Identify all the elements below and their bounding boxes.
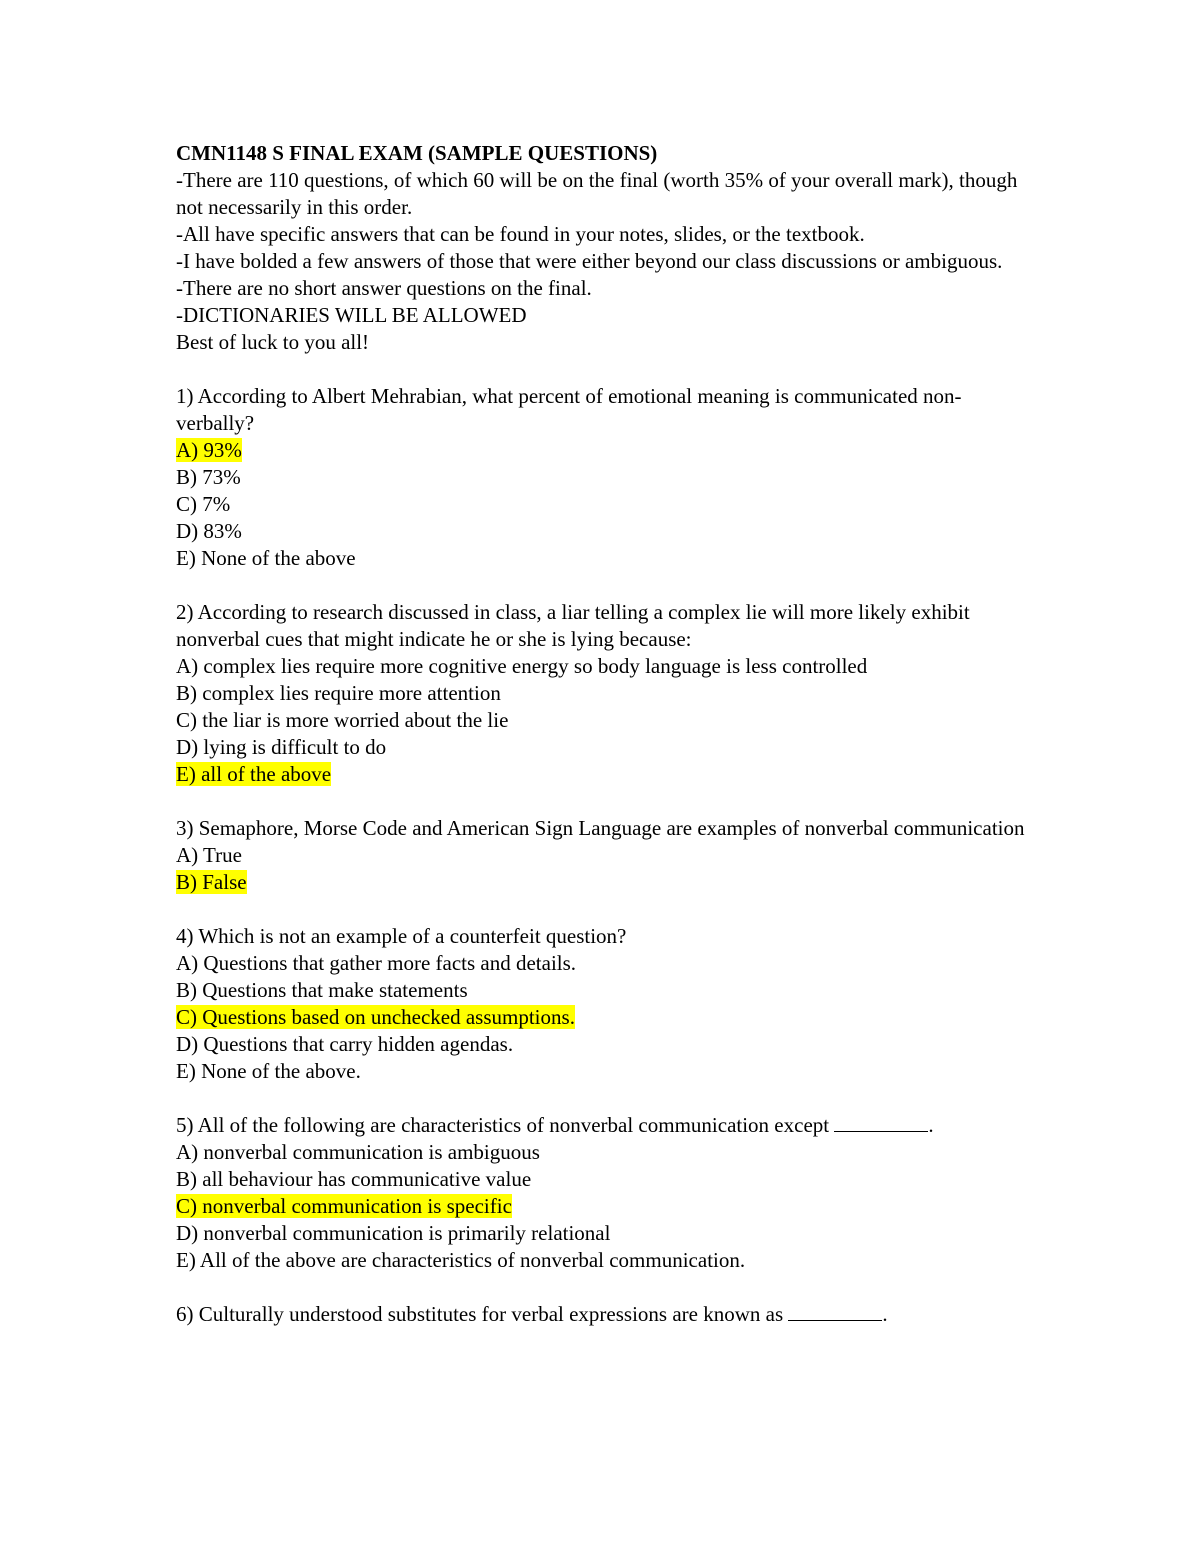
question-stem-line [176, 1112, 1036, 1139]
fill-in-blank [788, 1302, 882, 1321]
intro-line: -I have bolded a few answers of those that were either beyond our class discussions or ambiguous. [176, 249, 1003, 273]
question-stem-line [176, 1301, 1036, 1328]
answer-option: A) nonverbal communication is ambiguous [176, 1140, 540, 1164]
answer-option-highlighted: C) nonverbal communication is specific [176, 1194, 512, 1218]
intro-line: -There are no short answer questions on the final. [176, 276, 592, 300]
answer-option: E) None of the above. [176, 1059, 361, 1083]
answer-option: D) 83% [176, 519, 242, 543]
answer-option: B) 73% [176, 465, 241, 489]
answer-option-highlighted: C) Questions based on unchecked assumptions. [176, 1005, 575, 1029]
answer-option: B) Questions that make statements [176, 978, 468, 1002]
paragraph-gap [176, 572, 1036, 599]
question-stem: 1) According to Albert Mehrabian, what percent of emotional meaning is communicated non-verbally? [176, 384, 962, 435]
answer-option: D) lying is difficult to do [176, 735, 387, 759]
paragraph-gap [176, 356, 1036, 383]
question-1 [176, 383, 1036, 572]
question-stem: 5) All of the following are characteristics of nonverbal communication except [176, 1113, 830, 1137]
answer-option: D) Questions that carry hidden agendas. [176, 1032, 514, 1056]
paragraph-gap [176, 788, 1036, 815]
question-4 [176, 923, 1036, 1085]
answer-option: D) nonverbal communication is primarily relational [176, 1221, 611, 1245]
intro-line: -DICTIONARIES WILL BE ALLOWED [176, 303, 527, 327]
answer-option-highlighted: B) False [176, 870, 247, 894]
question-stem: 6) Culturally understood substitutes for verbal expressions are known as [176, 1302, 784, 1326]
answer-option: B) all behaviour has communicative value [176, 1167, 532, 1191]
question-6 [176, 1301, 1036, 1328]
question-5 [176, 1112, 1036, 1274]
stem-end: . [928, 1113, 934, 1137]
question-stem: 3) Semaphore, Morse Code and American Sign Language are examples of nonverbal communication [176, 816, 1025, 840]
answer-option-highlighted: A) 93% [176, 438, 242, 462]
paragraph-gap [176, 1085, 1036, 1112]
intro-line: -There are 110 questions, of which 60 will be on the final (worth 35% of your overall mark), though not necessarily in this order. [176, 168, 1023, 219]
question-stem: 4) Which is not an example of a counterfeit question? [176, 924, 627, 948]
answer-option: C) the liar is more worried about the lie [176, 708, 509, 732]
answer-option-highlighted: E) all of the above [176, 762, 332, 786]
answer-option: E) All of the above are characteristics of nonverbal communication. [176, 1248, 746, 1272]
question-2 [176, 599, 1036, 788]
intro-line: Best of luck to you all! [176, 330, 370, 354]
paragraph-gap [176, 896, 1036, 923]
answer-option: E) None of the above [176, 546, 356, 570]
document-title: CMN1148 S FINAL EXAM (SAMPLE QUESTIONS) [176, 141, 658, 165]
answer-option: A) complex lies require more cognitive energy so body language is less controlled [176, 654, 868, 678]
answer-option: A) True [176, 843, 242, 867]
question-3 [176, 815, 1036, 896]
question-stem: 2) According to research discussed in class, a liar telling a complex lie will more likely exhibit nonverbal cues that might indicate he or she is lying because: [176, 600, 975, 651]
paragraph-gap [176, 1274, 1036, 1301]
answer-option: A) Questions that gather more facts and details. [176, 951, 577, 975]
answer-option: B) complex lies require more attention [176, 681, 501, 705]
answer-option: C) 7% [176, 492, 231, 516]
intro-line: -All have specific answers that can be found in your notes, slides, or the textbook. [176, 222, 865, 246]
document-page [176, 140, 1036, 1328]
fill-in-blank [834, 1113, 928, 1132]
stem-end: . [882, 1302, 888, 1326]
